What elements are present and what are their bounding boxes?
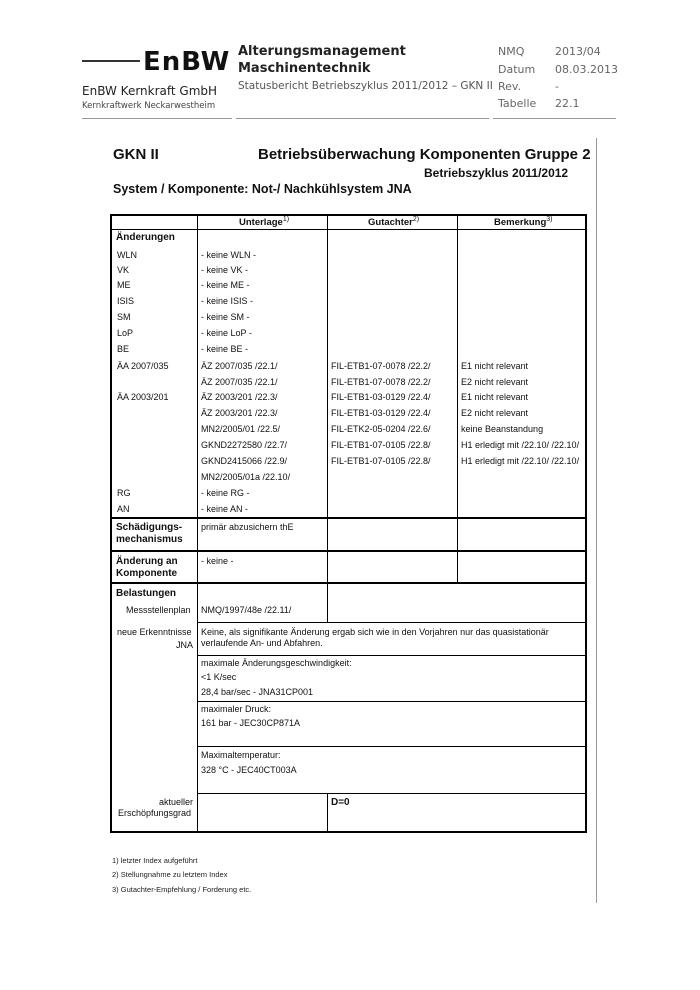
rate-title: maximale Änderungsgeschwindigkeit: xyxy=(201,658,352,668)
row-label: LoP xyxy=(117,328,134,338)
company-logo: EnBW xyxy=(143,47,231,77)
row-doc: - keine ME - xyxy=(201,280,250,290)
meta-label: Tabelle xyxy=(498,97,537,110)
row-expert: FIL-ETB1-07-0078 /22.2/ xyxy=(331,377,431,387)
meta-label: Datum xyxy=(498,63,536,76)
header-title: Alterungsmanagement xyxy=(238,44,406,59)
table-rule xyxy=(457,214,458,584)
row-doc: ÄZ 2003/201 /22.3/ xyxy=(201,392,278,402)
table-rule xyxy=(110,229,587,230)
row-doc: - keine BE - xyxy=(201,344,249,354)
header-title-2: Maschinentechnik xyxy=(238,61,371,76)
row-note: H1 erledigt mit /22.10/ /22.10/ xyxy=(461,440,580,450)
meta-value: 08.03.2013 xyxy=(555,63,618,76)
temperature-value: 328 °C - JEC40CT003A xyxy=(201,765,297,775)
row-label: ÄA 2007/035 xyxy=(117,361,169,371)
pressure-title: maximaler Druck: xyxy=(201,704,272,714)
row-doc: - keine VK - xyxy=(201,265,249,275)
column-header-bemerkung: Bemerkung$^{3)}$ xyxy=(494,216,553,229)
exhaustion-value: D=0 xyxy=(331,797,350,808)
row-doc: - keine RG - xyxy=(201,488,250,498)
cycle-title: Betriebszyklus 2011/2012 xyxy=(424,166,569,180)
new-findings-label-2: JNA xyxy=(176,640,194,650)
table-rule xyxy=(110,517,587,519)
row-doc: ÄZ 2007/035 /22.1/ xyxy=(201,377,278,387)
row-label: WLN xyxy=(117,250,137,260)
meta-value: - xyxy=(555,80,559,93)
meta-label: Rev. xyxy=(498,80,522,93)
system-title: System / Komponente: Not-/ Nachkühlsystem JNA xyxy=(113,182,412,196)
rate-value-2: 28,4 bar/sec - JNA31CP001 xyxy=(201,687,314,697)
component-change-label: Änderung an xyxy=(116,556,178,567)
row-label: BE xyxy=(117,344,130,354)
row-label: AN xyxy=(117,504,130,514)
row-doc: - keine AN - xyxy=(201,504,249,514)
row-note: H1 erledigt mit /22.10/ /22.10/ xyxy=(461,456,580,466)
new-findings-text: Keine, als signifikante Änderung ergab sich wie in den Vorjahren nur das quasistationär xyxy=(201,627,549,637)
meta-value: 22.1 xyxy=(555,97,580,110)
row-note: E1 nicht relevant xyxy=(461,361,529,371)
row-note: E2 nicht relevant xyxy=(461,377,529,387)
unit-title: GKN II xyxy=(113,146,159,163)
row-doc: - keine ISIS - xyxy=(201,296,254,306)
plant-name: Kernkraftwerk Neckarwestheim xyxy=(82,101,216,111)
meta-value: 2013/04 xyxy=(555,45,601,58)
changes-heading: Änderungen xyxy=(116,232,175,243)
damage-label: Schädigungs- xyxy=(116,522,183,533)
row-label: ISIS xyxy=(117,296,135,306)
table-rule xyxy=(198,793,587,794)
row-expert: FIL-ETB1-03-0129 /22.4/ xyxy=(331,408,431,418)
row-doc: ÄZ 2003/201 /22.3/ xyxy=(201,408,278,418)
table-rule xyxy=(197,214,198,833)
footnote: 1) letzter Index aufgeführt xyxy=(112,856,198,865)
damage-label-2: mechanismus xyxy=(116,534,183,545)
table-rule xyxy=(327,584,328,623)
row-doc: GKND2415066 /22.9/ xyxy=(201,456,288,466)
mess-label: Messstellenplan xyxy=(126,605,191,615)
row-label: ME xyxy=(117,280,131,290)
row-doc: MN2/2005/01 /22.5/ xyxy=(201,424,281,434)
row-expert: FIL-ETB1-07-0078 /22.2/ xyxy=(331,361,431,371)
header-rule xyxy=(493,118,616,119)
table-rule xyxy=(327,793,328,833)
footnote: 2) Stellungnahme zu letztem Index xyxy=(112,870,228,879)
exhaustion-label-2: Erschöpfungsgrad xyxy=(118,808,192,818)
table-rule xyxy=(198,655,587,656)
row-doc: - keine WLN - xyxy=(201,250,257,260)
temperature-title: Maximaltemperatur: xyxy=(201,750,281,760)
logo-line xyxy=(82,60,140,62)
table-rule xyxy=(327,214,328,584)
footnote: 3) Gutachter-Empfehlung / Forderung etc. xyxy=(112,885,252,894)
meta-label: NMQ xyxy=(498,45,525,58)
table-rule xyxy=(110,582,587,584)
company-name: EnBW Kernkraft GmbH xyxy=(82,84,218,98)
row-expert: FIL-ETB1-03-0129 /22.4/ xyxy=(331,392,431,402)
header-rule xyxy=(236,118,489,119)
loads-heading: Belastungen xyxy=(116,588,177,599)
new-findings-text-2: verlaufende An- und Abfahren. xyxy=(201,638,323,648)
row-note: E2 nicht relevant xyxy=(461,408,529,418)
table-rule xyxy=(198,746,587,747)
row-label: SM xyxy=(117,312,131,322)
new-findings-label: neue Erkenntnisse xyxy=(117,627,192,637)
table-rule xyxy=(198,701,587,702)
row-doc: - keine LoP - xyxy=(201,328,252,338)
row-note: E1 nicht relevant xyxy=(461,392,529,402)
margin-line xyxy=(596,138,597,903)
component-change-value: - keine - xyxy=(201,556,234,566)
header-rule xyxy=(82,118,232,119)
row-expert: FIL-ETB1-07-0105 /22.8/ xyxy=(331,440,431,450)
doc-title: Betriebsüberwachung Komponenten Gruppe 2 xyxy=(258,146,591,163)
row-expert: FIL-ETB1-07-0105 /22.8/ xyxy=(331,456,431,466)
exhaustion-label: aktueller xyxy=(159,797,194,807)
row-doc: ÄZ 2007/035 /22.1/ xyxy=(201,361,278,371)
mess-value: NMQ/1997/48e /22.11/ xyxy=(201,605,292,615)
table-rule xyxy=(198,622,587,623)
row-label: RG xyxy=(117,488,131,498)
column-header-gutachter: Gutachter$^{2)}$ xyxy=(368,216,420,229)
table-rule xyxy=(110,550,587,552)
row-doc: GKND2272580 /22.7/ xyxy=(201,440,288,450)
row-note: keine Beanstandung xyxy=(461,424,544,434)
header-subtitle: Statusbericht Betriebszyklus 2011/2012 – GKN II xyxy=(238,80,493,92)
row-label: ÄA 2003/201 xyxy=(117,392,169,402)
row-doc: MN2/2005/01a /22.10/ xyxy=(201,472,291,482)
column-header-unterlage: Unterlage$^{1)}$ xyxy=(239,216,290,229)
row-label: VK xyxy=(117,265,130,275)
component-change-label-2: Komponente xyxy=(116,568,178,579)
row-expert: FIL-ETK2-05-0204 /22.6/ xyxy=(331,424,431,434)
pressure-value: 161 bar - JEC30CP871A xyxy=(201,718,301,728)
rate-value: <1 K/sec xyxy=(201,672,237,682)
damage-value: primär abzusichern thE xyxy=(201,522,294,532)
row-doc: - keine SM - xyxy=(201,312,250,322)
